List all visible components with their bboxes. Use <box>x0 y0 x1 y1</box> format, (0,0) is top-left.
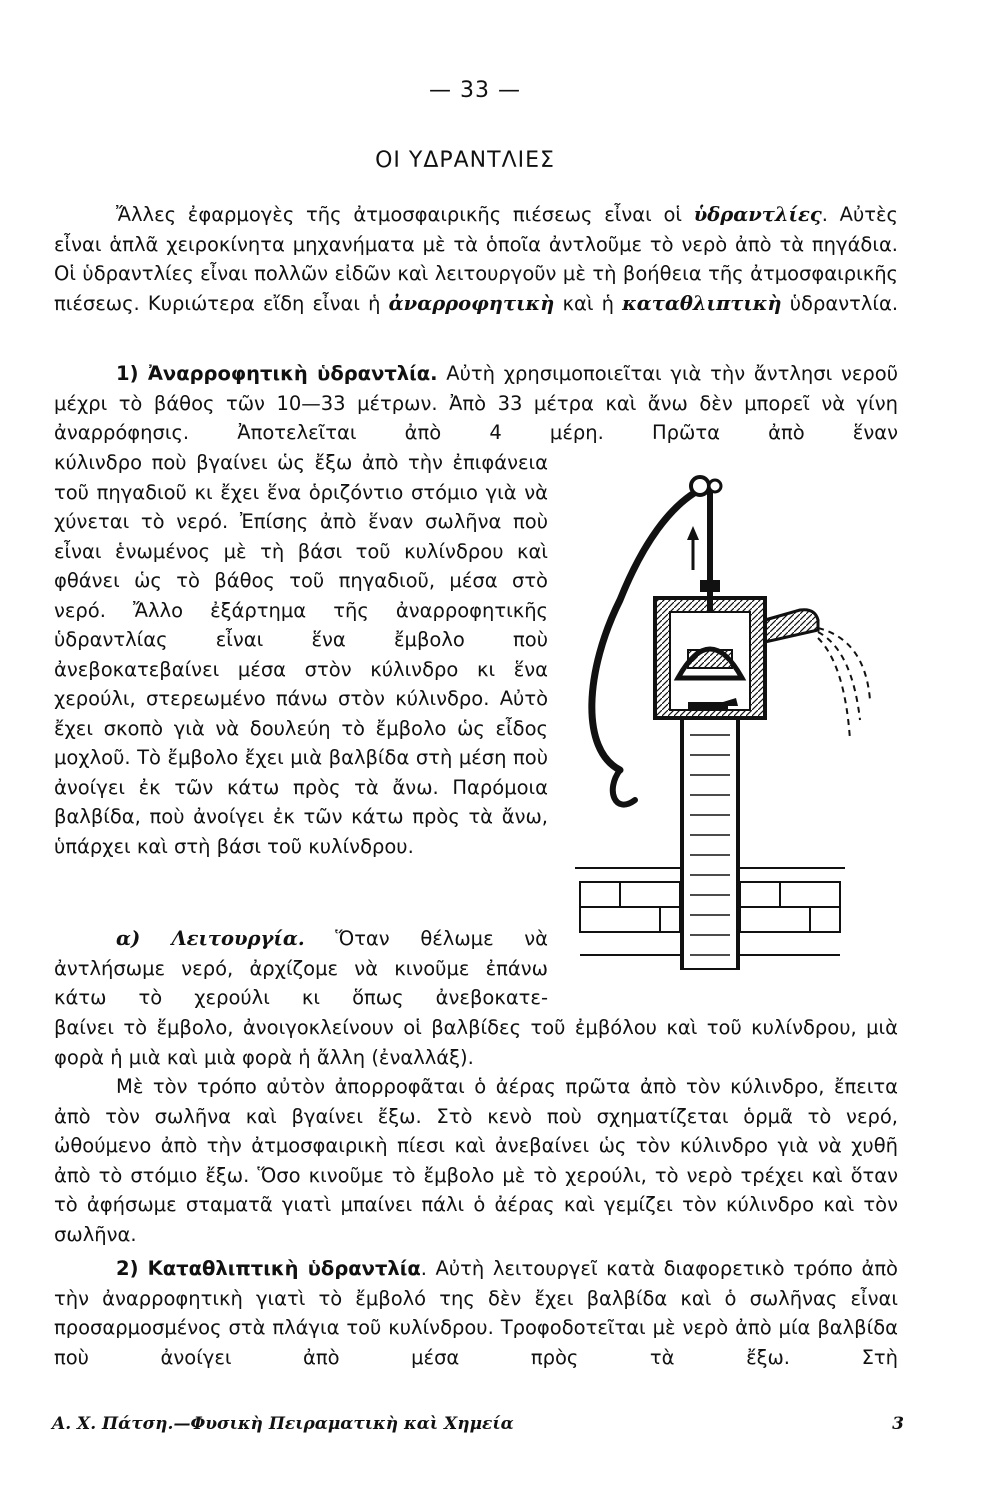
page-footer <box>52 1414 904 1434</box>
section1-heading: 1) Ἀναρροφητικὴ ὑδραντλία. <box>116 362 438 385</box>
piston-valve <box>688 650 732 668</box>
section2-heading: 2) Καταθλιπτικὴ ὑδραντλία <box>116 1257 421 1280</box>
subsection-a-paragraph: α) Λειτουργία. Ὅταν θέλωμε νὰ ἀντλήσωμε νερό, ἀρχίζομε νὰ κινοῦμε ἐπάνω κάτω τὸ χερούλι κι ὅπως ἀνεβοκατε- <box>54 927 548 1009</box>
water-stream <box>818 628 870 740</box>
page-number: — 33 — <box>429 78 521 103</box>
subsection-a-paragraph-2: Μὲ τὸν τρόπο αὐτὸν ἀπορροφᾶται ὁ ἀέρας πρῶτα ἀπὸ τὸν κύλινδρο, ἔπειτα ἀπὸ τὸν σωλῆνα καὶ βγαίνει ἔξω. Στὸ κενὸ ποὺ σχηματίζεται ὁρμᾶ τὸ νερό, ὠθούμενο ἀπὸ τὴν ἀτμοσφαιρικὴ πίεσι καὶ ἀνεβαίνει ὡς τὸν κύλινδρο γιὰ νὰ χυθῆ ἀπὸ τὸ στόμιο ἔξω. Ὅσο κινοῦμε τὸ ἔμβολο μὲ τὸ χερούλι, τὸ νερὸ τρέχει καὶ ὅταν τὸ ἀφήσωμε σταματᾶ γιατὶ μπαίνει πάλι ὁ ἀέρας καὶ γεμίζει τὸν κύλινδρο καὶ τὸν σωλῆνα. <box>54 1075 898 1246</box>
footer-book-title: Α. Χ. Πάτση.—Φυσικὴ Πειραματικὴ καὶ Χημεία <box>52 1414 514 1434</box>
section1-wrap-paragraph: κύλινδρο ποὺ βγαίνει ὡς ἔξω ἀπὸ τὴν ἐπιφάνεια τοῦ πηγαδιοῦ κι ἔχει ἕνα ὁριζόντιο στόμιο γιὰ νὰ χύνεται τὸ νερό. Ἐπίσης ἀπὸ ἕναν σωλῆνα ποὺ εἶναι ἑνωμένος μὲ τὴ βάσι τοῦ κυλίνδρου καὶ φθάνει ὡς τὸ βάθος τοῦ πηγαδιοῦ, μέσα στὸ νερό. Ἄλλο ἐξάρτημα τῆς ἀναρροφητικῆς ὑδραντλίας εἶναι ἕνα ἔμβολο ποὺ ἀνεβοκατεβαίνει μέσα στὸν κύλινδρο κι ἕνα χερούλι, στερεωμένο πάνω στὸν κύλινδρο. Αὐτὸ ἔχει σκοπὸ γιὰ νὰ δουλεύη τὸ ἔμβολο ὡς εἶδος μοχλοῦ. Τὸ ἔμβολο ἔχει μιὰ βαλβίδα στὴ μέση ποὺ ἀνοίγει ἐκ τῶν κάτω πρὸς τὰ ἄνω. Παρόμοια βαλβίδα, ποὺ ἀνοίγει ἐκ τῶν κάτω πρὸς τὰ ἄνω, ὑπάρχει καὶ στὴ βάσι τοῦ κυλίνδρου. <box>54 451 548 858</box>
section1-paragraph: 1) Ἀναρροφητικὴ ὑδραντλία. Αὐτὴ χρησιμοποιεῖται γιὰ τὴν ἄντλησι νεροῦ μέχρι τὸ βάθος τῶν 10—33 μέτρων. Ἀπὸ 33 μέτρα καὶ ἄνω δὲν μπορεῖ νὰ γίνη ἀναρρόφησις. Ἀποτελεῖται ἀπὸ 4 μέρη. Πρῶτα ἀπὸ ἕναν <box>54 362 898 444</box>
section2-paragraph: 2) Καταθλιπτικὴ ὑδραντλία. Αὐτὴ λειτουργεῖ κατὰ διαφορετικὸ τρόπο ἀπὸ τὴν ἀναρροφητικὴ γιατὶ τὸ ἔμβολό της δὲν ἔχει βαλβίδα καὶ ὁ σωλῆνας εἶναι προσαρμοσμένος στὰ πλάγια τοῦ κυλίνδρου. Τροφοδοτεῖται μὲ νερὸ ἀπὸ μία βαλβίδα ποὺ ἀνοίγει ἀπὸ μέσα πρὸς τὰ ἔξω. Στὴ <box>54 1257 898 1369</box>
page-title: ΟΙ ΥΔΡΑΝΤΛΙΕΣ <box>375 148 555 173</box>
suction-pipe <box>682 718 738 970</box>
footer-signature-mark: 3 <box>892 1414 904 1434</box>
handle-pivot <box>691 477 709 495</box>
subsection-a-continued: βαίνει τὸ ἔμβολο, ἀνοιγοκλείνουν οἱ βαλβίδες τοῦ ἐμβόλου καὶ τοῦ κυλίνδρου, μιὰ φορὰ ἡ μιὰ καὶ μιὰ φορὰ ἡ ἄλλη (ἐναλλάξ). <box>54 1016 898 1069</box>
subsection-a-heading: α) Λειτουργία. <box>116 927 305 950</box>
intro-paragraph: Ἄλλες ἐφαρμογὲς τῆς ἀτμοσφαιρικῆς πιέσεως εἶναι οἱ ὑδραντλίες. Αὐτὲς εἶναι ἁπλᾶ χειροκίνητα μηχανήματα μὲ τὰ ὁποῖα ἀντλοῦμε τὸ νερὸ ἀπὸ τὰ πηγάδια. Οἱ ὑδραντλίες εἶναι πολλῶν εἰδῶν καὶ λειτουργοῦν μὲ τὴ βοήθεια τῆς ἀτμοσφαιρικῆς πιέσεως. Κυριώτερα εἴδη εἶναι ἡ ἀναρροφητικὴ καὶ ἡ καταθλιπτικὴ ὑδραντλία. <box>54 203 899 315</box>
suction-pump-illustration <box>560 470 880 970</box>
spout <box>765 610 818 642</box>
